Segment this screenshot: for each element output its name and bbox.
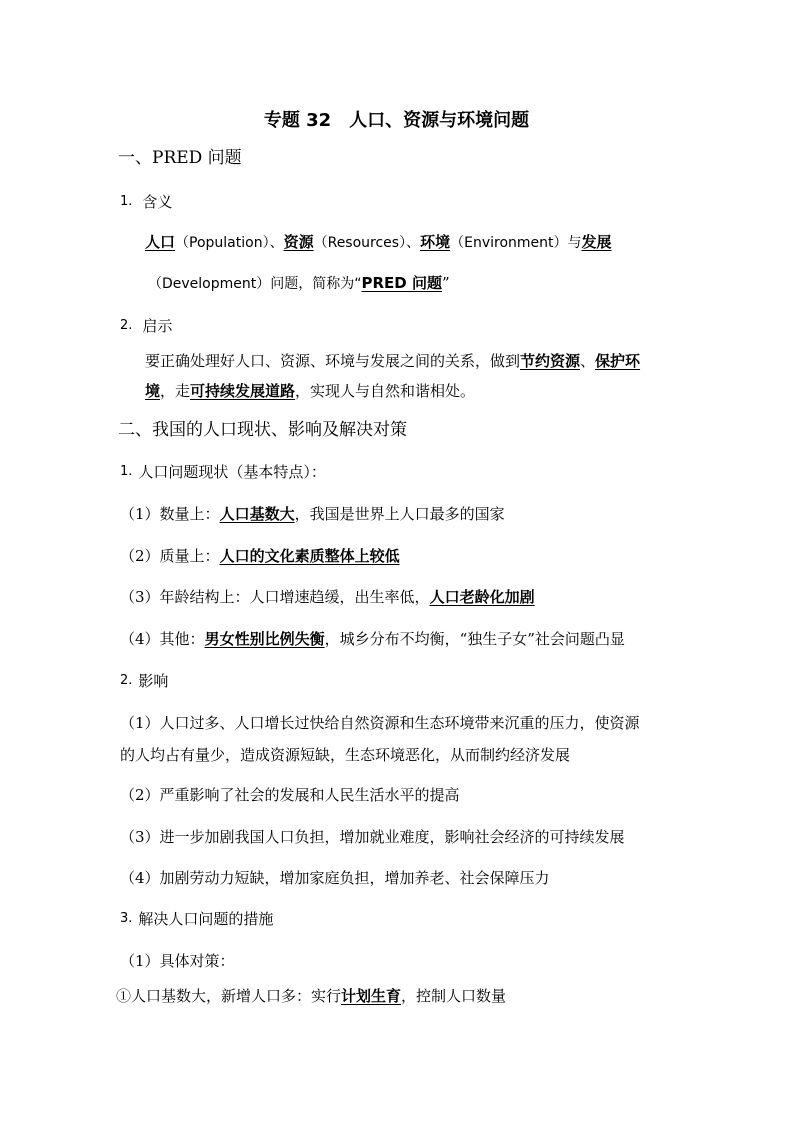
text-span: 的人均占有量少，造成资源短缺，生态环境恶化，从而制约经济发展 xyxy=(120,746,571,764)
subheading-text: 解决人口问题的措施 xyxy=(138,910,274,928)
subheading-text: 影响 xyxy=(138,672,169,690)
subheading-measures xyxy=(120,909,273,929)
text-span: （1）具体对策： xyxy=(120,952,235,970)
list-item xyxy=(120,951,235,971)
text-span: （3）进一步加剧我国人口负担，增加就业难度，影响社会经济的可持续发展 xyxy=(120,828,625,846)
keyword-population: 人口 xyxy=(145,233,176,251)
keyword: 人口基数大 xyxy=(219,505,295,523)
list-item xyxy=(120,504,505,524)
keyword-resources: 资源 xyxy=(283,233,314,251)
text-span: （Environment）与 xyxy=(450,235,582,251)
keyword: 人口老龄化加剧 xyxy=(429,588,535,606)
list-item xyxy=(120,785,460,805)
list-item xyxy=(120,587,535,607)
keyword: 人口的文化素质整体上较低 xyxy=(219,547,400,565)
text-span: （2）严重影响了社会的发展和人民生活水平的提高 xyxy=(120,786,460,804)
text-span: （Development）问题，简称为“ xyxy=(148,276,362,292)
paragraph-line xyxy=(148,273,450,294)
text-span: （1）人口过多、人口增长过快给自然资源和生态环境带来沉重的压力，使资源 xyxy=(120,714,640,732)
list-number: 2. xyxy=(120,673,133,688)
item-number: （3） xyxy=(120,588,160,606)
text-span: ，实现人与自然和谐相处。 xyxy=(295,382,476,400)
subheading-insight xyxy=(120,316,172,336)
paragraph-line xyxy=(145,351,640,371)
text-span: （Resources）、 xyxy=(313,235,421,251)
keyword-development: 发展 xyxy=(581,233,612,251)
page-title: 专题 32 人口、资源与环境问题 xyxy=(263,110,530,131)
list-item xyxy=(120,827,625,847)
text-span: 、 xyxy=(580,352,596,370)
subheading-text: 含义 xyxy=(142,193,173,211)
section-heading-population xyxy=(118,420,407,440)
subheading-impact xyxy=(120,671,168,691)
keyword-protect-environment: 保护环 xyxy=(595,352,641,370)
text-span: （Population）、 xyxy=(175,235,284,251)
section-heading-text: 二、我国的人口现状、影响及解决对策 xyxy=(118,420,407,440)
text-span: ，我国是世界上人口最多的国家 xyxy=(294,505,505,523)
text-span: （4）加剧劳动力短缺，增加家庭负担，增加养老、社会保障压力 xyxy=(120,869,550,887)
text-span: 年龄结构上：人口增速趋缓，出生率低， xyxy=(159,588,430,606)
keyword: 男女性别比例失衡 xyxy=(204,630,325,648)
text-span: ，走 xyxy=(160,382,191,400)
item-number: （2） xyxy=(120,547,160,565)
list-number: 3. xyxy=(120,911,133,926)
subheading-status xyxy=(120,462,326,482)
subheading-text: 人口问题现状（基本特点）： xyxy=(138,463,326,481)
list-number: 1. xyxy=(120,194,133,209)
list-item xyxy=(120,629,625,649)
text-span: ，控制人口数量 xyxy=(401,987,507,1005)
section-heading-text: 一、PRED 问题 xyxy=(118,148,242,168)
text-span: 其他： xyxy=(159,630,205,648)
keyword-protect-environment-cont: 境 xyxy=(145,382,161,400)
text-span: 要正确处理好人口、资源、环境与发展之间的关系，做到 xyxy=(145,352,521,370)
keyword-sustainable: 可持续发展道路 xyxy=(190,382,296,400)
list-item xyxy=(116,986,506,1006)
list-item xyxy=(120,868,550,888)
subheading-meaning xyxy=(120,192,172,212)
item-number: （4） xyxy=(120,630,160,648)
list-item xyxy=(120,713,640,733)
text-span: ，城乡分布不均衡，“独生子女”社会问题凸显 xyxy=(324,630,625,648)
subheading-text: 启示 xyxy=(142,317,173,335)
list-item xyxy=(120,546,400,566)
list-item-continued xyxy=(120,745,570,765)
paragraph-line xyxy=(145,232,612,253)
section-heading-pred xyxy=(118,148,242,168)
text-span: 数量上： xyxy=(159,505,220,523)
list-number: 1. xyxy=(120,464,133,479)
item-number: （1） xyxy=(120,505,160,523)
text-span: ” xyxy=(441,274,450,292)
paragraph-line xyxy=(145,381,475,401)
keyword-pred: PRED 问题 xyxy=(361,274,442,292)
keyword-family-planning: 计划生育 xyxy=(341,987,402,1005)
keyword-environment: 环境 xyxy=(420,233,451,251)
text-span: ①人口基数大，新增人口多：实行 xyxy=(116,987,342,1005)
text-span: 质量上： xyxy=(159,547,220,565)
list-number: 2. xyxy=(120,318,133,333)
keyword-save-resources: 节约资源 xyxy=(520,352,581,370)
